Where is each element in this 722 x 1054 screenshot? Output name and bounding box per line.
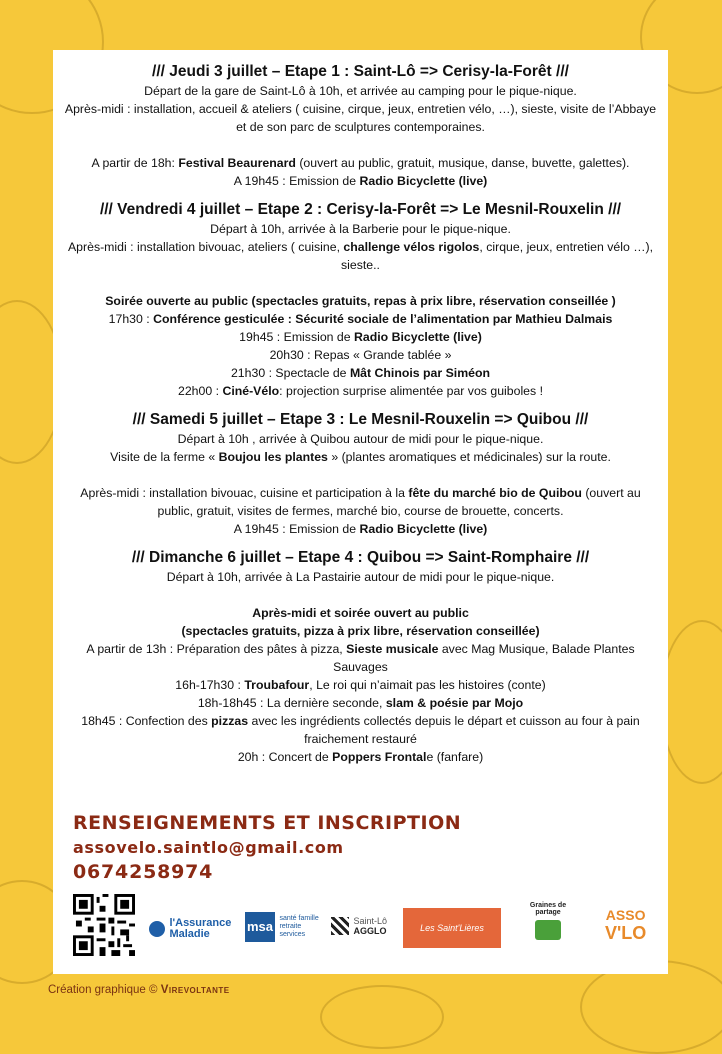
day1-line: Départ de la gare de Saint-Lô à 10h, et arrivée au camping pour le pique-nique. — [144, 84, 577, 98]
saint-lo-agglo-logo: Saint-Lô AGGLO — [331, 916, 387, 936]
day4-line: 20h : Concert de Poppers Frontale (fanfare) — [237, 750, 484, 764]
background-doodle — [580, 960, 722, 1054]
day2-line: 20h30 : Repas « Grande tablée » — [269, 348, 452, 362]
day1-title: /// Jeudi 3 juillet – Etape 1 : Saint-Lô => Cerisy-la-Forêt /// — [152, 63, 569, 80]
day1-line: A 19h45 : Emission de Radio Bicyclette (live) — [233, 174, 488, 188]
day3-line: Après-midi : installation bivouac, cuisine et participation à la fête du marché bio de Quibou (ouvert au public, gratuit, visites de fermes, marché bio, course de brouette, concerts. — [80, 486, 641, 518]
day4-line: 16h-17h30 : Troubafour, Le roi qui n’aimait pas les histoires (conte) — [175, 678, 546, 692]
msa-logo: msa santé famille retraite services — [245, 912, 323, 942]
partner-logos — [73, 890, 653, 960]
day4-title: /// Dimanche 6 juillet – Etape 4 : Quibou => Saint-Romphaire /// — [131, 549, 590, 566]
day2-line: 22h00 : Ciné-Vélo: projection surprise alimentée par vos guiboles ! — [177, 384, 543, 398]
day4-line: 18h-18h45 : La dernière seconde, slam & poésie par Mojo — [197, 696, 524, 710]
day4-line: 18h45 : Confection des pizzas avec les ingrédients collectés depuis le départ et cuisson au four à pain fraichement restauré — [81, 714, 640, 746]
contact-email[interactable]: assovelo.saintlo@gmail.com — [73, 838, 344, 857]
background-doodle — [320, 985, 444, 1049]
contact-phone[interactable]: 0674258974 — [73, 861, 214, 883]
contact-title: RENSEIGNEMENTS ET INSCRIPTION — [73, 812, 462, 834]
day2-line: 19h45 : Emission de Radio Bicyclette (live) — [239, 330, 482, 344]
day2-line: 21h30 : Spectacle de Mât Chinois par Siméon — [230, 366, 491, 380]
day2-soiree: Soirée ouverte au public (spectacles gratuits, repas à prix libre, réservation conseillée ) — [105, 294, 616, 308]
day3-line: A 19h45 : Emission de Radio Bicyclette (live) — [233, 522, 488, 536]
qr-code-icon[interactable] — [73, 894, 135, 956]
day2-line: 17h30 : Conférence gesticulée : Sécurité sociale de l’alimentation par Mathieu Dalmais — [108, 312, 613, 326]
day1-line: A partir de 18h: Festival Beaurenard (ouvert au public, gratuit, musique, danse, buvette, galettes). — [91, 156, 630, 170]
program-content — [61, 62, 660, 766]
design-credit: Création graphique © Virevoltante — [48, 984, 230, 996]
day1-line: Après-midi : installation, accueil & ateliers ( cuisine, cirque, jeux, entretien vélo, …), sieste, visite de l’Abbaye et de son parc de sculptures contemporaines. — [64, 102, 657, 134]
saintlieres-logo: Les Saint'Lières — [403, 908, 501, 948]
grid-icon — [331, 917, 349, 935]
day2-title: /// Vendredi 4 juillet – Etape 2 : Cerisy-la-Forêt => Le Mesnil-Rouxelin /// — [99, 201, 622, 218]
background-doodle — [660, 620, 722, 784]
day4-line: A partir de 13h : Préparation des pâtes à pizza, Sieste musicale avec Mag Musique, Balade Plantes Sauvages — [86, 642, 635, 674]
asso-vlo-logo: ASSO V'LO — [605, 907, 647, 943]
day3-line: Visite de la ferme « Boujou les plantes » (plantes aromatiques et médicinales) sur la route. — [110, 450, 611, 464]
day4-soiree: Après-midi et soirée ouvert au public — [252, 606, 469, 620]
watering-can-icon — [535, 920, 561, 940]
day3-title: /// Samedi 5 juillet – Etape 3 : Le Mesnil-Rouxelin => Quibou /// — [132, 411, 589, 428]
program-card — [53, 50, 668, 974]
contact-block — [73, 812, 461, 883]
day2-line: Départ à 10h, arrivée à la Barberie pour le pique-nique. — [210, 222, 511, 236]
graines-de-partage-logo: Graines de partage — [517, 902, 579, 945]
day2-line: Après-midi : installation bivouac, ateliers ( cuisine, challenge vélos rigolos, cirque, jeux, entretien vélo …), sieste.. — [67, 240, 654, 272]
day4-line: Départ à 10h, arrivée à La Pastairie autour de midi pour le pique-nique. — [166, 570, 555, 584]
day4-soiree: (spectacles gratuits, pizza à prix libre, réservation conseillée) — [181, 624, 540, 638]
people-icon — [149, 921, 165, 937]
day3-line: Départ à 10h , arrivée à Quibou autour de midi pour le pique-nique. — [177, 432, 544, 446]
assurance-maladie-logo: l'Assurance Maladie — [149, 918, 231, 940]
